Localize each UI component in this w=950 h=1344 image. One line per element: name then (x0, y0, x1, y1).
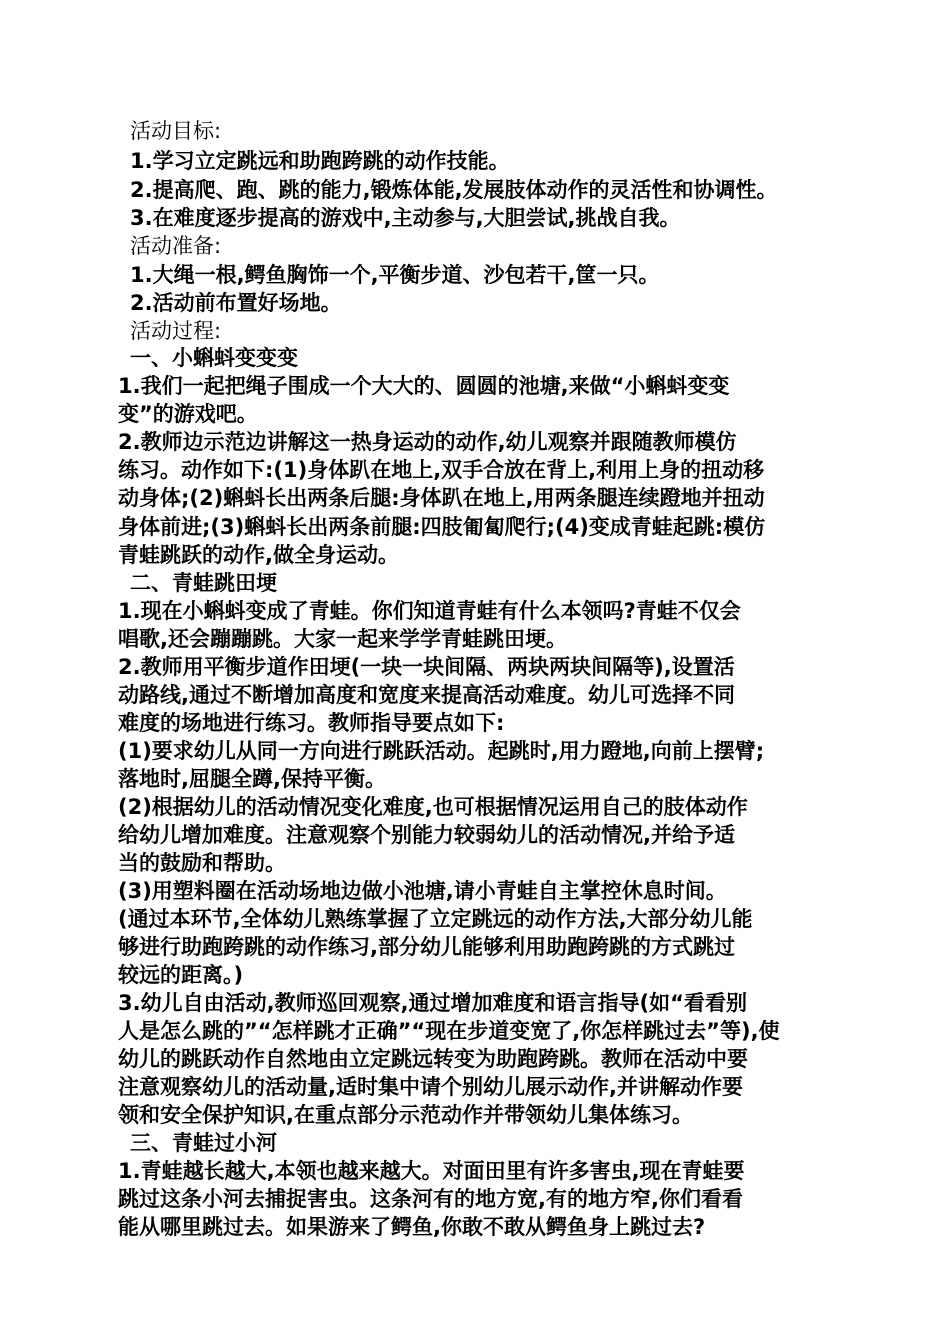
paragraph-line: 2.教师用平衡步道作田埂(一块一块间隔、两块两块间隔等),设置活 (118, 655, 735, 679)
subsection-heading: 二、青蛙跳田埂 (130, 571, 277, 595)
paragraph-line: 2.活动前布置好场地。 (130, 291, 342, 315)
paragraph-line: 够进行助跑跨跳的动作练习,部分幼儿能够利用助跑跨跳的方式跳过 (118, 935, 735, 959)
paragraph-line: 1.我们一起把绳子围成一个大大的、圆圆的池塘,来做“小蝌蚪变变 (118, 374, 730, 398)
paragraph-line: 动路线,通过不断增加高度和宽度来提高活动难度。幼儿可选择不同 (118, 683, 735, 707)
paragraph-line: 较远的距离。) (118, 963, 244, 987)
section-heading-goals: 活动目标: (130, 119, 222, 143)
paragraph-line: 注意观察幼儿的活动量,适时集中请个别幼儿展示动作,并讲解动作要 (118, 1075, 743, 1099)
paragraph-line: 1.大绳一根,鳄鱼胸饰一个,平衡步道、沙包若干,筐一只。 (130, 263, 660, 287)
paragraph-line: 1.青蛙越长越大,本领也越来越大。对面田里有许多害虫,现在青蛙要 (118, 1159, 745, 1183)
paragraph-line: 变”的游戏吧。 (118, 402, 258, 426)
paragraph-line: 动身体;(2)蝌蚪长出两条后腿:身体趴在地上,用两条腿连续蹬地并扭动 (118, 486, 765, 510)
paragraph-line: 落地时,屈腿全蹲,保持平衡。 (118, 767, 386, 791)
paragraph-line: 1.现在小蝌蚪变成了青蛙。你们知道青蛙有什么本领吗?青蛙不仅会 (118, 599, 741, 623)
paragraph-line: 给幼儿增加难度。注意观察个别能力较弱幼儿的活动情况,并给予适 (118, 823, 735, 847)
paragraph-line: 青蛙跳跃的动作,做全身运动。 (118, 543, 399, 567)
paragraph-line: (通过本环节,全体幼儿熟练掌握了立定跳远的动作方法,大部分幼儿能 (118, 907, 753, 931)
paragraph-line: 领和安全保护知识,在重点部分示范动作并带领幼儿集体练习。 (118, 1103, 693, 1127)
subsection-heading: 三、青蛙过小河 (130, 1131, 277, 1155)
paragraph-line: 2.教师边示范边讲解这一热身运动的动作,幼儿观察并跟随教师模仿 (118, 430, 737, 454)
paragraph-line: 练习。动作如下:(1)身体趴在地上,双手合放在背上,利用上身的扭动移 (118, 458, 765, 482)
paragraph-line: 1.学习立定跳远和助跑跨跳的动作技能。 (130, 149, 510, 173)
paragraph-line: 幼儿的跳跃动作自然地由立定跳远转变为助跑跨跳。教师在活动中要 (118, 1047, 748, 1071)
paragraph-line: (1)要求幼儿从同一方向进行跳跃活动。起跳时,用力蹬地,向前上摆臂; (118, 739, 765, 763)
paragraph-line: 人是怎么跳的”“怎样跳才正确”“现在步道变宽了,你怎样跳过去”等),使 (118, 1019, 780, 1043)
paragraph-line: 3.幼儿自由活动,教师巡回观察,通过增加难度和语言指导(如“看看别 (118, 991, 747, 1015)
paragraph-line: 2.提高爬、跑、跳的能力,锻炼体能,发展肢体动作的灵活性和协调性。 (130, 178, 778, 202)
paragraph-line: 跳过这条小河去捕捉害虫。这条河有的地方宽,有的地方窄,你们看看 (118, 1187, 743, 1211)
paragraph-line: (2)根据幼儿的活动情况变化难度,也可根据情况运用自己的肢体动作 (118, 795, 748, 819)
paragraph-line: 唱歌,还会蹦蹦跳。大家一起来学学青蛙跳田埂。 (118, 627, 567, 651)
paragraph-line: 身体前进;(3)蝌蚪长出两条前腿:四肢匍匐爬行;(4)变成青蛙起跳:模仿 (118, 515, 766, 539)
paragraph-line: 能从哪里跳过去。如果游来了鳄鱼,你敢不敢从鳄鱼身上跳过去? (118, 1215, 706, 1239)
paragraph-line: (3)用塑料圈在活动场地边做小池塘,请小青蛙自主掌控休息时间。 (118, 879, 727, 903)
subsection-heading: 一、小蝌蚪变变变 (130, 346, 298, 370)
section-heading-process: 活动过程: (130, 319, 222, 343)
section-heading-preparation: 活动准备: (130, 234, 222, 258)
paragraph-line: 3.在难度逐步提高的游戏中,主动参与,大胆尝试,挑战自我。 (130, 206, 681, 230)
paragraph-line: 当的鼓励和帮助。 (118, 851, 286, 875)
paragraph-line: 难度的场地进行练习。教师指导要点如下: (118, 711, 505, 735)
